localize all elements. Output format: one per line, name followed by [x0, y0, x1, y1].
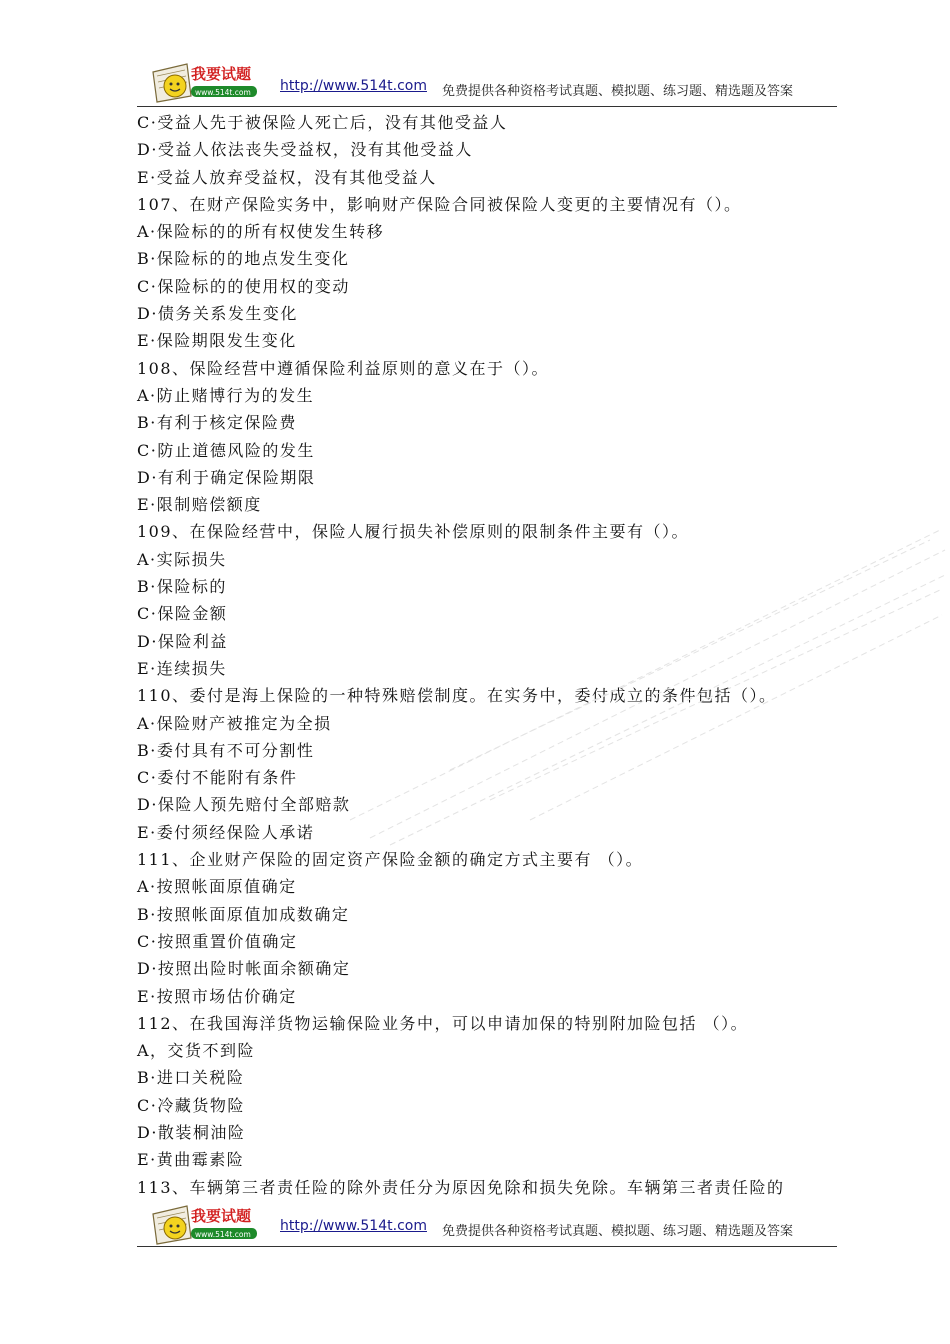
text-line: E·按照市场估价确定 — [137, 986, 297, 1006]
text-line: B·有利于核定保险费 — [137, 413, 297, 433]
question-content — [137, 109, 842, 1201]
text-line: C·保险标的的使用权的变动 — [137, 276, 350, 296]
text-line: D·受益人依法丧失受益权，没有其他受益人 — [137, 140, 473, 160]
text-line: B·委付具有不可分割性 — [137, 740, 315, 760]
text-line: A·防止赌博行为的发生 — [137, 385, 315, 405]
text-line: E·黄曲霉素险 — [137, 1150, 245, 1170]
text-line: 107、在财产保险实务中，影响财产保险合同被保险人变更的主要情况有（）。 — [137, 194, 742, 214]
text-line: C·防止道德风险的发生 — [137, 440, 315, 460]
site-logo — [147, 58, 263, 104]
text-line: D·按照出险时帐面余额确定 — [137, 959, 351, 979]
text-line: 110、委付是海上保险的一种特殊赔偿制度。在实务中，委付成立的条件包括（）。 — [137, 686, 777, 706]
question-lines — [137, 109, 842, 1201]
text-line: A·保险财产被推定为全损 — [137, 713, 332, 733]
text-line: B·按照帐面原值加成数确定 — [137, 904, 350, 924]
text-line: 108、保险经营中遵循保险利益原则的意义在于（）。 — [137, 358, 550, 378]
text-line: 113、车辆第三者责任险的除外责任分为原因免除和损失免除。车辆第三者责任险的 — [137, 1177, 785, 1197]
text-line: E·连续损失 — [137, 658, 227, 678]
text-line: 111、企业财产保险的固定资产保险金额的确定方式主要有 （）。 — [137, 850, 644, 870]
text-line: D·有利于确定保险期限 — [137, 467, 316, 487]
text-line: C·按照重置价值确定 — [137, 931, 298, 951]
site-url-link[interactable]: http://www.514t.com — [280, 1218, 427, 1234]
text-line: E·受益人放弃受益权，没有其他受益人 — [137, 167, 437, 187]
text-line: A·按照帐面原值确定 — [137, 877, 297, 897]
text-line: C·保险金额 — [137, 604, 228, 624]
text-line: A·保险标的的所有权使发生转移 — [137, 222, 385, 242]
page-footer — [137, 1200, 837, 1250]
text-line: E·保险期限发生变化 — [137, 331, 297, 351]
logo-subtext: www.514t.com — [195, 1230, 251, 1239]
text-line: B·进口关税险 — [137, 1068, 245, 1088]
footer-rule — [137, 1246, 837, 1247]
text-line: 109、在保险经营中，保险人履行损失补偿原则的限制条件主要有（）。 — [137, 522, 690, 542]
text-line: D·保险利益 — [137, 631, 228, 651]
text-line: D·保险人预先赔付全部赔款 — [137, 795, 351, 815]
site-url-link[interactable]: http://www.514t.com — [280, 78, 427, 94]
text-line: A，交货不到险 — [137, 1041, 256, 1061]
site-logo — [147, 1200, 263, 1246]
text-line: E·限制赔偿额度 — [137, 495, 262, 515]
text-line: B·保险标的的地点发生变化 — [137, 249, 350, 269]
site-tagline: 免费提供各种资格考试真题、模拟题、练习题、精选题及答案 — [442, 1224, 794, 1239]
text-line: D·散装桐油险 — [137, 1122, 246, 1142]
text-line: D·债务关系发生变化 — [137, 304, 298, 324]
text-line: E·委付须经保险人承诺 — [137, 822, 315, 842]
text-line: 112、在我国海洋货物运输保险业务中，可以申请加保的特别附加险包括 （）。 — [137, 1013, 749, 1033]
logo-text: 我要试题 — [191, 65, 252, 83]
page-header — [137, 58, 837, 108]
text-line: A·实际损失 — [137, 549, 227, 569]
text-line: C·委付不能附有条件 — [137, 768, 298, 788]
text-line: C·冷藏货物险 — [137, 1095, 245, 1115]
logo-text: 我要试题 — [191, 1207, 252, 1225]
logo-subtext: www.514t.com — [195, 88, 251, 97]
site-tagline: 免费提供各种资格考试真题、模拟题、练习题、精选题及答案 — [442, 84, 794, 99]
header-rule — [137, 106, 837, 107]
text-line: B·保险标的 — [137, 577, 227, 597]
text-line: C·受益人先于被保险人死亡后，没有其他受益人 — [137, 113, 508, 132]
